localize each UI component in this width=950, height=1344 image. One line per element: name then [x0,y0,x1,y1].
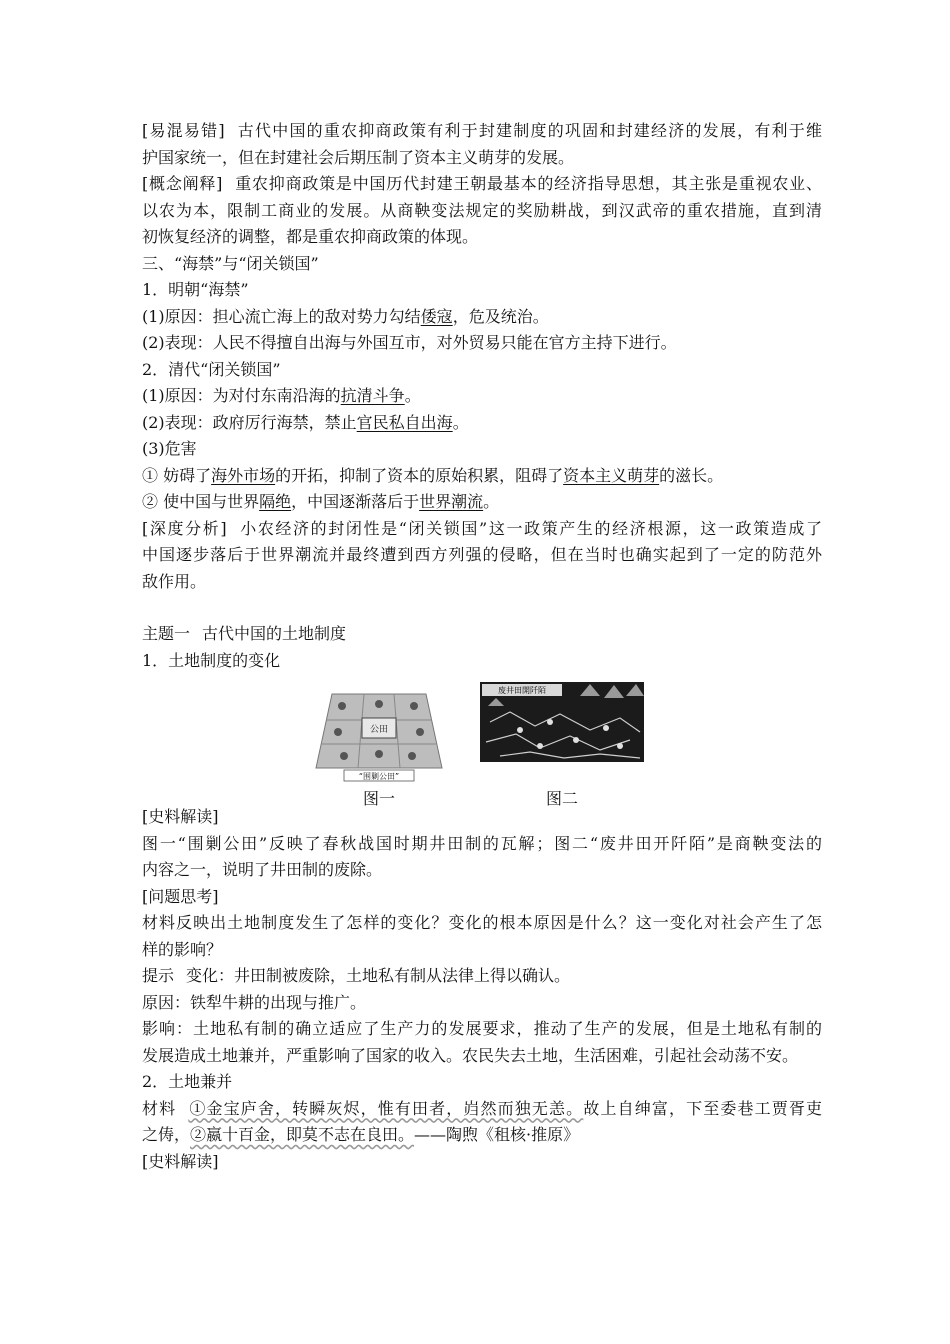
paragraph-line: 影响：土地私有制的确立适应了生产力的发展要求，推动了生产的发展，但是土地私有制的 [142,1019,822,1038]
subheading: 1．明朝“海禁” [142,280,249,299]
tag-line: [史料解读] [142,1151,219,1171]
list-item: (1)原因：为对付东南沿海的抗清斗争。 [142,386,421,405]
paragraph-line: 样的影响？ [142,939,223,959]
figure-one-caption: 图一 [362,789,395,808]
document-page [142,118,822,1175]
paragraph-line: 发展造成土地兼并，严重影响了国家的收入。农民失去土地，生活困难，引起社会动荡不安。 [142,1045,799,1065]
list-item: (2)表现：政府厉行海禁，禁止官民私自出海。 [142,412,469,432]
list-item: (1)原因：担心流亡海上的敌对势力勾结倭寇，危及统治。 [142,306,549,326]
subheading: 2．土地兼并 [142,1072,233,1091]
tag-line: [史料解读] [142,807,219,826]
paragraph-line: 材料反映出土地制度发生了怎样的变化？变化的根本原因是什么？这一变化对社会产生了怎 [142,913,822,932]
paragraph-line: [概念阐释] 重农抑商政策是中国历代封建王朝最基本的经济指导思想，其主张是重视农业、 [142,174,822,193]
paragraph-line: 初恢复经济的调整，都是重农抑商政策的体现。 [142,227,479,246]
figure-row [142,682,822,808]
figure-one-image [314,682,444,782]
list-item: ① 妨碍了海外市场的开拓，抑制了资本的原始积累，阻碍了资本主义萌芽的滋长。 [142,465,724,485]
hint-line: 提示 变化：井田制被废除，土地私有制从法律上得以确认。 [142,966,571,985]
material-line: 之俦，②嬴十百金，即莫不志在良田。——陶煦《租核·推原》 [142,1125,580,1144]
paragraph-line: 图一“围剿公田”反映了春秋战国时期井田制的瓦解；图二“废井田开阡陌”是商鞅变法的 [142,833,822,853]
svg-text:“围剿公田”: “围剿公田” [358,772,400,781]
svg-text:废井田開阡陌: 废井田開阡陌 [498,686,546,695]
svg-text:公田: 公田 [369,725,389,735]
paragraph-line: [深度分析] 小农经济的封闭性是“闭关锁国”这一政策产生的经济根源，这一政策造成了 [142,518,822,538]
material-line: 材料 ①金宝庐舍，转瞬灰烬，惟有田者，岿然而独无恙。故上自绅富，下至委巷工贾胥吏 [142,1098,822,1118]
list-item: (3)危害 [142,439,197,458]
topic-title: 主题一 古代中国的土地制度 [142,624,347,643]
subheading: 2．清代“闭关锁国” [142,359,281,379]
paragraph-line: 敌作用。 [142,571,207,591]
list-item: ② 使中国与世界隔绝，中国逐渐落后于世界潮流。 [142,492,500,511]
figure-two-caption: 图二 [545,789,578,808]
tag-line: [问题思考] [142,886,219,906]
paragraph-line: [易混易错] 古代中国的重农抑商政策有利于封建制度的巩固和封建经济的发展，有利于维 [142,121,822,140]
figure-two-image [480,682,644,762]
paragraph-line: 以农为本，限制工商业的发展。从商鞅变法规定的奖励耕战，到汉武帝的重农措施，直到清 [142,200,822,220]
paragraph-line: 护国家统一，但在封建社会后期压制了资本主义萌芽的发展。 [142,147,575,167]
list-item: (2)表现：人民不得擅自出海与外国互市，对外贸易只能在官方主持下进行。 [142,333,677,352]
subheading: 1．土地制度的变化 [142,650,281,670]
paragraph-line: 中国逐步落后于世界潮流并最终遭到西方列强的侵略，但在当时也确实起到了一定的防范外 [142,545,822,564]
paragraph-line: 原因：铁犁牛耕的出现与推广。 [142,992,367,1012]
paragraph-line: 内容之一，说明了井田制的废除。 [142,860,383,879]
section-heading: 三、“海禁”与“闭关锁国” [142,253,319,273]
